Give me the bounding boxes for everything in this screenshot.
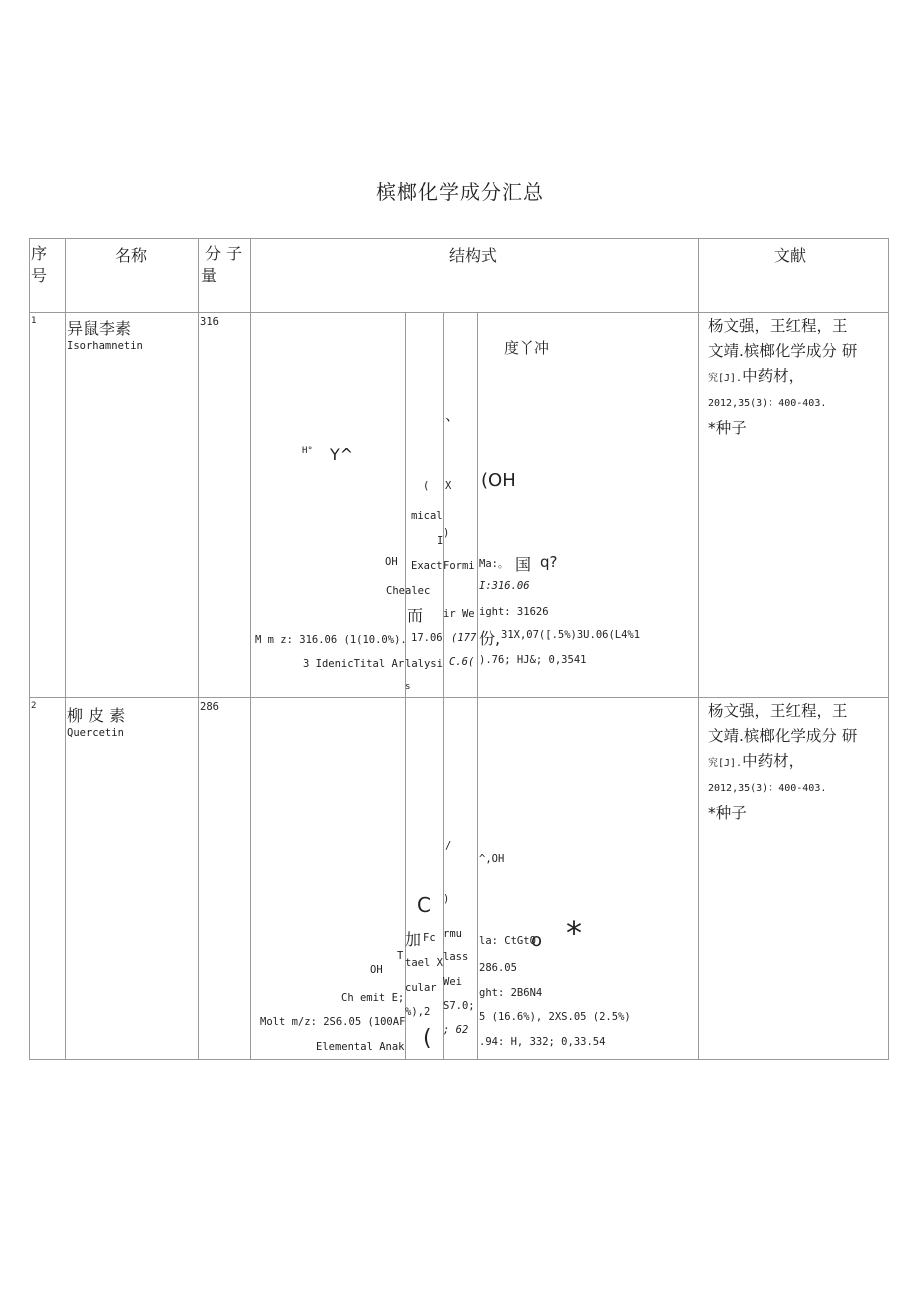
row1-ref-line4: 2012,35(3)：400-403.	[708, 398, 827, 409]
frag: )	[443, 527, 450, 539]
frag-col-c2	[477, 697, 478, 1059]
frag: 17.06	[411, 632, 443, 644]
frag: 国	[515, 555, 532, 574]
frag: tael X	[405, 957, 443, 969]
frag: (	[423, 1026, 432, 1051]
row2-ref-line3	[708, 749, 857, 776]
row2-ref-line3-big: 中药材，	[742, 752, 805, 770]
row1-ref-line2: 文靖.槟榔化学成分 研	[708, 342, 858, 360]
frag: ; 62	[443, 1024, 469, 1036]
frag: S7.0;	[443, 1000, 475, 1012]
row1-reference	[708, 314, 857, 441]
row2-ref-line1: 杨文强，王红程，王	[708, 702, 848, 720]
frag: (177	[451, 632, 477, 644]
row2-ref-line3-small: 究[J].	[708, 758, 743, 769]
frag: Formi	[443, 560, 475, 572]
frag: Che	[386, 585, 405, 597]
frag: ir We	[443, 608, 475, 620]
header-name: 名称	[115, 246, 148, 265]
frag: ^,OH	[479, 853, 505, 865]
row2-name-cn: 柳 皮 素	[67, 706, 126, 725]
table-top-border	[29, 238, 889, 239]
header-structure: 结构式	[449, 246, 498, 265]
frag: Exact	[411, 560, 443, 572]
frag: (	[423, 480, 430, 492]
frag: I	[437, 535, 444, 547]
frag: C.6(	[449, 656, 475, 668]
frag: 5 (16.6%), 2XS.05 (2.5%)	[479, 1011, 631, 1023]
frag: M m z: 316.06 (1(10.0%).	[255, 634, 407, 646]
frag: 286.05	[479, 962, 517, 974]
header-ref: 文献	[774, 246, 807, 265]
frag: Elemental Anak	[316, 1041, 405, 1053]
row2-ref-line2: 文靖.槟榔化学成分 研	[708, 727, 858, 745]
table-bottom-border	[29, 1059, 889, 1060]
frag: H°	[302, 446, 313, 456]
col-border-mw	[250, 238, 251, 1060]
frag: OH	[370, 964, 383, 976]
frag: /	[445, 840, 452, 852]
frag: ight: 31626	[479, 606, 549, 618]
frag: lalysi	[405, 658, 443, 670]
frag: la: CtGtQ	[479, 935, 536, 947]
page-title: 槟榔化学成分汇总	[376, 180, 544, 204]
row1-name-en: Isorhamnetin	[67, 340, 143, 352]
frag: Fc	[423, 932, 436, 944]
frag: Wei	[443, 976, 462, 988]
header-seq-line2: 号	[31, 266, 48, 285]
frag: o	[531, 930, 543, 951]
frag-col-b	[443, 312, 444, 697]
frag: q?	[540, 553, 558, 571]
frag: *	[566, 914, 582, 952]
row1-mw: 316	[200, 316, 219, 328]
frag: ght: 2B6N4	[479, 987, 543, 999]
frag: )	[443, 893, 450, 905]
header-seq	[31, 243, 47, 287]
row2-ref-line5: *种子	[708, 804, 747, 822]
frag: (OH	[481, 470, 516, 491]
frag: %),2	[405, 1006, 431, 1018]
frag: OH	[385, 556, 398, 568]
row1-ref-line3	[708, 364, 857, 391]
row2-mw: 286	[200, 701, 219, 713]
row1-name-cn: 异鼠李素	[67, 319, 132, 338]
col-border-seq	[65, 238, 66, 1060]
col-border-right	[888, 238, 889, 1060]
frag: cular	[405, 982, 437, 994]
row2-name-en: Quercetin	[67, 727, 124, 739]
row2-ref-line4: 2012,35(3)：400-403.	[708, 783, 827, 794]
frag: Y^	[330, 445, 354, 464]
row1-ref-line1: 杨文强，王红程，王	[708, 317, 848, 335]
row1-seq: 1	[31, 316, 37, 326]
frag: rmu	[443, 928, 462, 940]
frag: 而	[407, 606, 424, 625]
header-seq-line1: 序	[31, 244, 48, 263]
frag: 加	[405, 930, 422, 949]
row1-ref-line3-small: 究[J].	[708, 373, 743, 384]
frag: s	[405, 682, 411, 692]
frag: Ma:。	[479, 558, 509, 570]
header-mw-line2: 量	[201, 266, 218, 285]
frag: 3 IdenicTital Ar	[303, 658, 405, 670]
col-border-structure	[698, 238, 699, 1060]
frag: Molt m/z: 2S6.05 (100AF	[260, 1016, 406, 1028]
header-bottom-border	[29, 312, 889, 313]
col-border-left	[29, 238, 30, 1060]
frag: T	[397, 950, 404, 962]
frag: X	[445, 480, 452, 492]
frag: 31X,07([.5%)3U.06(L4%1	[501, 629, 641, 641]
frag: I:316.06	[479, 580, 530, 592]
row1-ref-line5: *种子	[708, 419, 747, 437]
row2-reference	[708, 699, 857, 826]
frag-col-c	[477, 312, 478, 697]
row2-seq: 2	[31, 701, 37, 711]
frag: alec	[405, 585, 431, 597]
frag: 度丫冲	[504, 339, 550, 357]
frag: 、	[445, 406, 461, 424]
row1-ref-line3-big: 中药材，	[742, 367, 805, 385]
header-mw-line1: 分 子	[205, 244, 243, 263]
frag: lass	[443, 951, 469, 963]
row1-bottom-border	[29, 697, 889, 698]
header-mw	[201, 243, 242, 287]
frag: Ch emit E;	[341, 992, 405, 1004]
frag: 份,	[479, 629, 501, 648]
frag: mical	[411, 510, 443, 522]
frag-col-a2	[405, 697, 406, 1059]
col-border-name	[198, 238, 199, 1060]
frag: .94: H, 332; 0,33.54	[479, 1036, 606, 1048]
frag: ).76; HJ&; 0,3541	[479, 654, 587, 666]
frag: C	[417, 893, 431, 917]
